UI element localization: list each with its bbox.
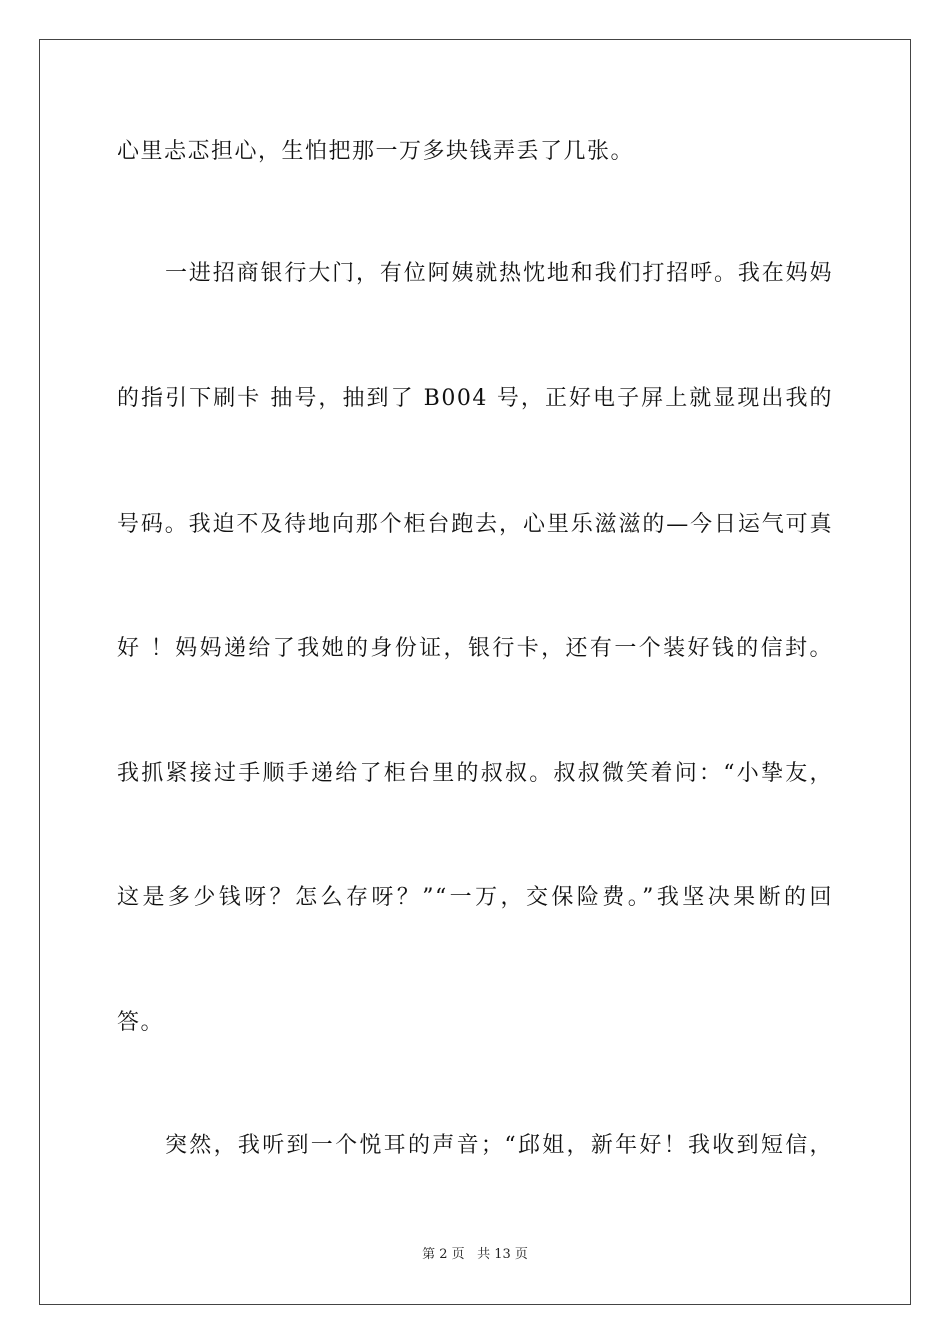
paragraph-line: 号码。我迫不及待地向那个柜台跑去，心里乐滋滋的—今日运气可真 <box>117 512 833 537</box>
paragraph-line: 的指引下刷卡 抽号，抽到了 B004 号，正好电子屏上就显现出我的 <box>117 386 833 411</box>
paragraph-line: 我抓紧接过手顺手递给了柜台里的叔叔。叔叔微笑着问：“小挚友， <box>117 761 833 786</box>
paragraph-line: 突然，我听到一个悦耳的声音；“邱姐，新年好！我收到短信， <box>165 1133 833 1158</box>
paragraph-line: 答。 <box>117 1010 165 1035</box>
paragraph-line: 好 ！妈妈递给了我她的身份证，银行卡，还有一个装好钱的信封。 <box>117 636 833 661</box>
paragraph-line: 心里忐忑担心，生怕把那一万多块钱弄丢了几张。 <box>117 139 635 164</box>
page-footer <box>0 1246 950 1264</box>
page-total: 共 13 页 <box>477 1247 528 1262</box>
paragraph-line: 一进招商银行大门，有位阿姨就热忱地和我们打招呼。我在妈妈 <box>165 261 833 286</box>
page-number: 第 2 页 <box>422 1247 465 1262</box>
paragraph-line: 这是多少钱呀？怎么存呀？”“一万，交保险费。”我坚决果断的回 <box>117 885 833 910</box>
page-border <box>39 39 911 1305</box>
